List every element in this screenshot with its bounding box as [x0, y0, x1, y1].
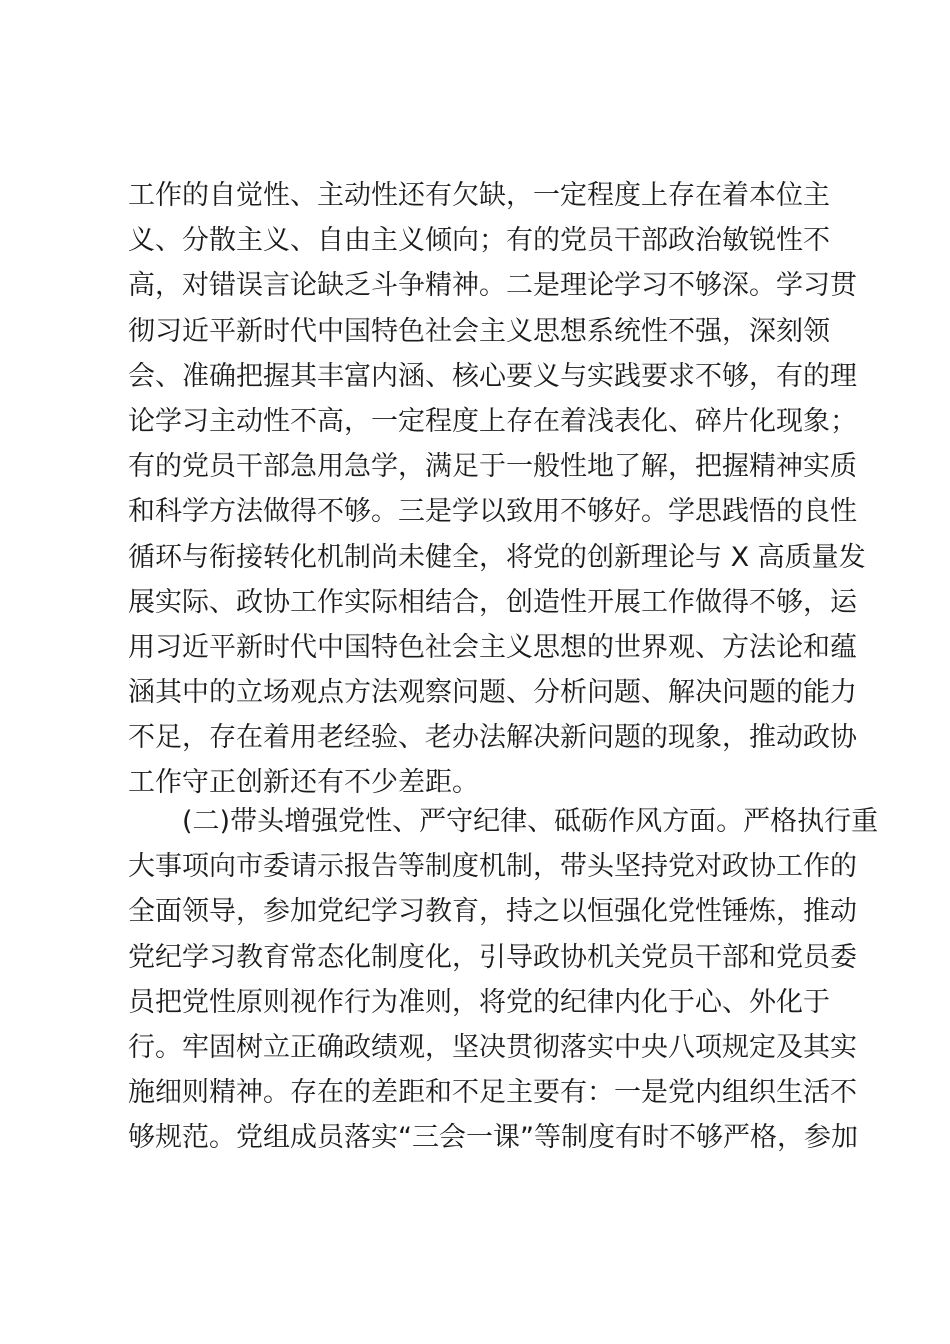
paragraph-1-line: 工作的自觉性、主动性还有欠缺，一定程度上存在着本位主	[128, 180, 830, 211]
paragraph-2-line: 党纪学习教育常态化制度化，引导政协机关党员干部和党员委	[128, 941, 857, 973]
paragraph-1-line: 高，对错误言论缺乏斗争精神。二是理论学习不够深。学习贯	[128, 270, 857, 302]
paragraph-2-line: (二)带头增强党性、严守纪律、砥砺作风方面。严格执行重	[182, 806, 879, 837]
paragraph-1-line: 和科学方法做得不够。三是学以致用不够好。学思践悟的良性	[128, 496, 857, 528]
paragraph-1-line: 彻习近平新时代中国特色社会主义思想系统性不强，深刻领	[128, 315, 830, 347]
paragraph-2-line: 施细则精神。存在的差距和不足主要有：一是党内组织生活不	[128, 1077, 857, 1109]
paragraph-1-line: 展实际、政协工作实际相结合，创造性开展工作做得不够，运	[128, 586, 857, 618]
paragraph-2-line: 行。牢固树立正确政绩观，坚决贯彻落实中央八项规定及其实	[128, 1031, 857, 1063]
paragraph-1-line: 会、准确把握其丰富内涵、核心要义与实践要求不够，有的理	[128, 360, 857, 392]
paragraph-1-line: 涵其中的立场观点方法观察问题、分析问题、解决问题的能力	[128, 677, 857, 709]
paragraph-2-line: 员把党性原则视作行为准则，将党的纪律内化于心、外化于	[128, 986, 830, 1018]
paragraph-1-line: 用习近平新时代中国特色社会主义思想的世界观、方法论和蕴	[128, 631, 857, 663]
paragraph-1-line: 循环与衔接转化机制尚未健全，将党的创新理论与 X 高质量发	[128, 541, 866, 573]
paragraph-1-line: 义、分散主义、自由主义倾向；有的党员干部政治敏锐性不	[128, 225, 830, 257]
paragraph-1-line: 不足，存在着用老经验、老办法解决新问题的现象，推动政协	[128, 722, 857, 754]
paragraph-1	[128, 173, 866, 806]
paragraph-1-line: 有的党员干部急用急学，满足于一般性地了解，把握精神实质	[128, 451, 857, 483]
paragraph-2-line: 全面领导，参加党纪学习教育，持之以恒强化党性锤炼，推动	[128, 896, 857, 928]
paragraph-2-line: 够规范。党组成员落实“三会一课”等制度有时不够严格，参加	[128, 1122, 858, 1154]
paragraph-2	[128, 799, 879, 1161]
paragraph-1-line: 工作守正创新还有不少差距。	[128, 767, 479, 799]
paragraph-2-line: 大事项向市委请示报告等制度机制，带头坚持党对政协工作的	[128, 851, 857, 883]
paragraph-1-line: 论学习主动性不高，一定程度上存在着浅表化、碎片化现象；	[128, 405, 857, 437]
